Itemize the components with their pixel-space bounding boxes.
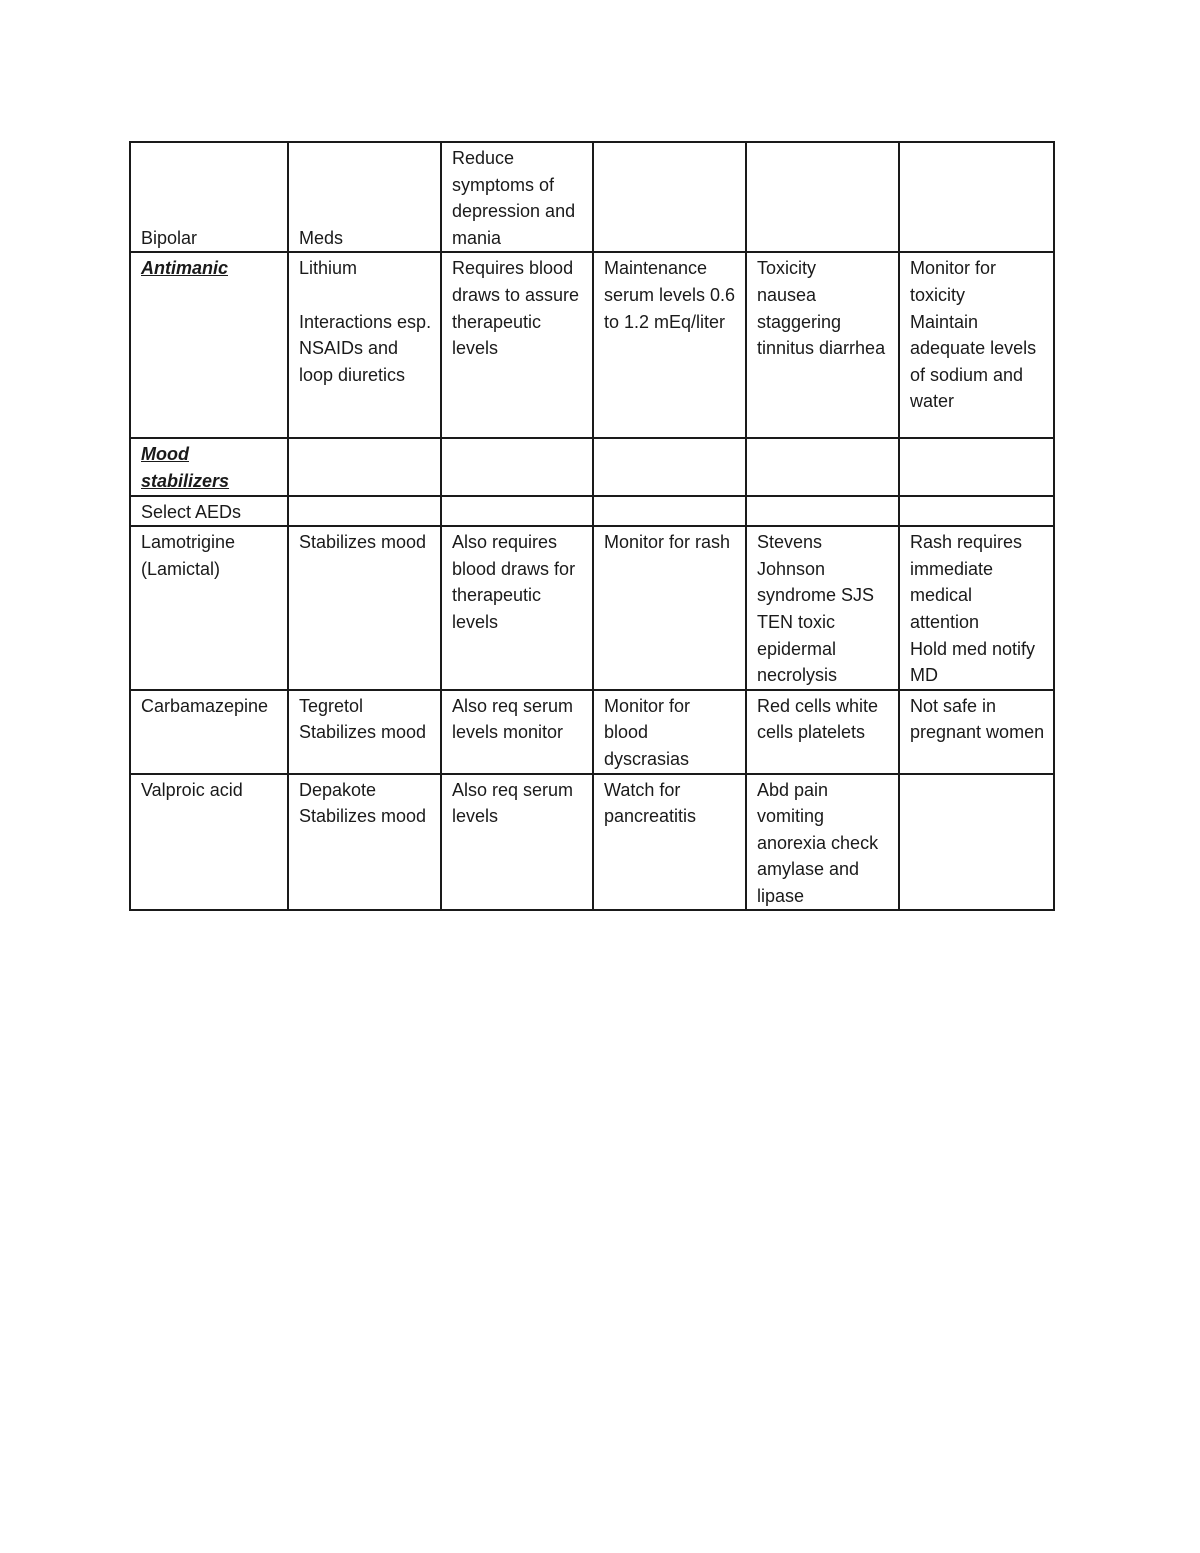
cell-text: Reduce symptoms of depression and mania <box>452 148 576 248</box>
cell-text: Valproic acid <box>141 779 243 800</box>
table-cell <box>441 438 593 495</box>
cell-text: Rash requires immediate medical attention Hold med notify MD <box>910 532 1036 686</box>
table-cell <box>746 496 899 527</box>
section-heading: Antimanic <box>141 258 229 279</box>
table-cell <box>593 690 746 774</box>
table-cell <box>288 526 441 690</box>
table-row <box>130 774 1054 911</box>
table-cell <box>288 438 441 495</box>
table-cell <box>899 142 1054 252</box>
cell-text: Tegretol Stabilizes mood <box>299 695 427 743</box>
cell-text: Stevens Johnson syndrome SJS TEN toxic epidermal necrolysis <box>757 532 875 686</box>
cell-text: Red cells white cells platelets <box>757 695 879 743</box>
table-cell <box>130 526 288 690</box>
table-cell <box>899 526 1054 690</box>
cell-text: Watch for pancreatitis <box>604 779 697 827</box>
cell-text: Not safe in pregnant women <box>910 695 1045 743</box>
table-cell <box>441 526 593 690</box>
table-cell <box>288 252 441 438</box>
table-cell <box>746 252 899 438</box>
table-cell <box>593 496 746 527</box>
cell-text: Lamotrigine (Lamictal) <box>141 532 236 579</box>
cell-text: Also req serum levels monitor <box>452 695 574 743</box>
table-cell <box>746 142 899 252</box>
table-cell <box>899 252 1054 438</box>
table-row <box>130 526 1054 690</box>
cell-text: Select AEDs <box>141 501 242 522</box>
table-cell <box>130 496 288 527</box>
table-cell <box>746 774 899 911</box>
table-cell <box>441 774 593 911</box>
table-row <box>130 252 1054 438</box>
table-cell <box>593 774 746 911</box>
bipolar-medications-table <box>129 141 1055 911</box>
table-cell <box>441 496 593 527</box>
table-cell <box>130 690 288 774</box>
table-cell <box>746 690 899 774</box>
table-cell <box>746 526 899 690</box>
cell-text: Requires blood draws to assure therapeutic levels <box>452 258 580 359</box>
cell-text: Depakote Stabilizes mood <box>299 779 427 827</box>
cell-text: Monitor for blood dyscrasias <box>604 695 691 769</box>
table-cell <box>288 690 441 774</box>
cell-text: Bipolar <box>141 227 198 248</box>
table-cell <box>288 774 441 911</box>
cell-text: Monitor for toxicity Maintain adequate levels of sodium and water <box>910 258 1037 412</box>
table-cell <box>130 774 288 911</box>
table-cell <box>130 252 288 438</box>
table-cell <box>441 142 593 252</box>
table-cell <box>441 690 593 774</box>
cell-text: Carbamazepine <box>141 695 269 716</box>
table-cell <box>593 252 746 438</box>
table-cell <box>593 526 746 690</box>
cell-text: Also req serum levels <box>452 779 574 827</box>
table-cell <box>899 774 1054 911</box>
table-cell <box>441 252 593 438</box>
cell-text: Lithium Interactions esp. NSAIDs and loop diuretics <box>299 258 432 385</box>
table-cell <box>593 142 746 252</box>
cell-text: Abd pain vomiting anorexia check amylase and lipase <box>757 779 879 906</box>
cell-text: Stabilizes mood <box>299 532 427 553</box>
table-cell <box>899 496 1054 527</box>
cell-text: Toxicity nausea staggering tinnitus diarrhea <box>757 258 886 359</box>
table-cell <box>288 142 441 252</box>
table-cell <box>288 496 441 527</box>
cell-text: Maintenance serum levels 0.6 to 1.2 mEq/liter <box>604 258 736 332</box>
table-cell <box>593 438 746 495</box>
table-cell <box>130 438 288 495</box>
table-row <box>130 142 1054 252</box>
table-row <box>130 438 1054 495</box>
cell-text: Also requires blood draws for therapeutic levels <box>452 532 576 632</box>
table-row <box>130 496 1054 527</box>
cell-text: Meds <box>299 227 344 248</box>
table-cell <box>899 438 1054 495</box>
table-cell <box>899 690 1054 774</box>
table-cell <box>130 142 288 252</box>
cell-text: Monitor for rash <box>604 532 731 553</box>
table-row <box>130 690 1054 774</box>
table-cell <box>746 438 899 495</box>
section-heading: Mood stabilizers <box>141 444 230 491</box>
